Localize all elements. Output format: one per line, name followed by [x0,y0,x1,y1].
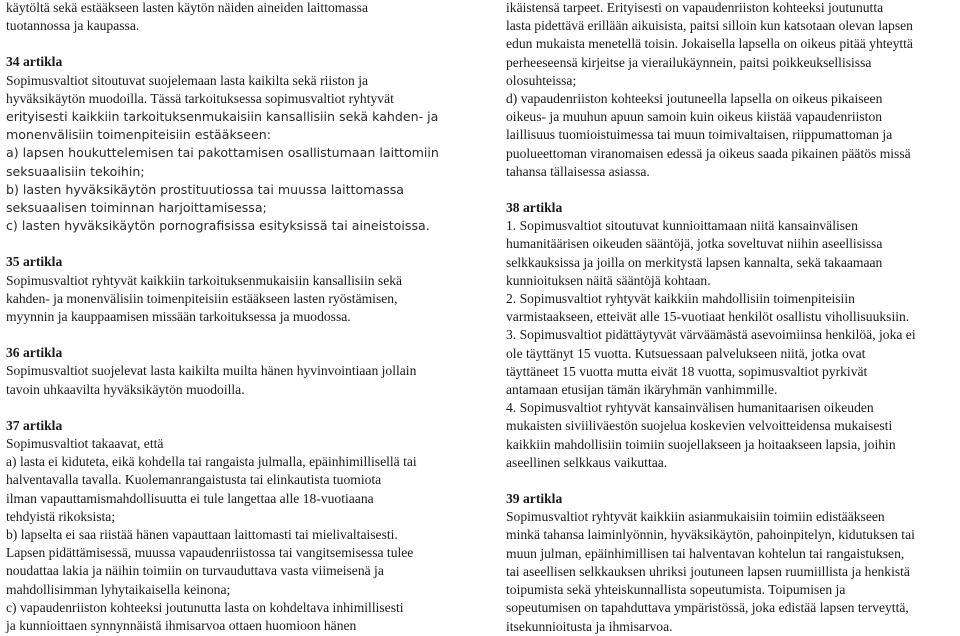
text-line: muun julman, epäinhimillisen tai halventavan kohtelun tai rangaistuksen, [506,545,905,561]
text-line: Sopimusvaltiot ryhtyvät kaikkiin tarkoituksenmukaisiin kansallisiin sekä [6,272,403,288]
text-line: Sopimusvaltiot takaavat, että [6,436,164,452]
text-line: tuotannossa ja kaupassa. [6,18,140,34]
article-34 [6,53,456,235]
text-line: humanitäärisen oikeuden sääntöjä, jotka soveltuvat niihin aseellisissa [506,236,883,252]
text-line: 3. Sopimusvaltiot pidättäytyvät värväämästä asevoimiinsa henkilöä, joka ei [506,327,916,343]
text-line: varmistaakseen, etteivät alle 15-vuotiaat henkilöt osallistu vihollisuuksiin. [506,309,910,325]
article-35 [6,253,456,326]
text-line: aseellinen selkkaus vaikuttaa. [506,454,668,470]
text-line: ilman vapauttamismahdollisuutta ei tule langettaa alle 18-vuotiaana [6,490,374,506]
text-line: seksuaalisen toiminnan harjoittamisessa; [6,200,267,216]
text-line: edun mukaista menetellä toisin. Jokaisella lapsella on oikeus pitää yhteyttä [506,36,913,52]
text-line: laillisuus tuomioistuimessa tai muun toimivaltaisen, riippumattoman ja [506,127,893,143]
text-line: noudattaa lakia ja näihin toimiin on turvauduttava vasta viimeisenä ja [6,563,384,579]
article-37 [6,417,456,635]
text-line: käytöltä sekä estääkseen lasten käytön näiden aineiden laittomassa [6,0,368,15]
text-line: b) lasten hyväksikäytön prostituutiossa tai muussa laittomassa [6,181,405,197]
text-line: Sopimusvaltiot sitoutuvat suojelemaan lasta kaikilta sekä riiston ja [6,72,369,88]
text-line: c) vapaudenriiston kohteeksi joutunutta lasta on kohdeltava inhimillisesti [6,599,404,615]
text-line: seksuaalisiin tekoihin; [6,163,145,179]
text-line: sopeutumisen on tapahduttava ympäristössä, joka edistää lapsen terveyttä, [506,600,909,616]
text-line: 4. Sopimusvaltiot ryhtyvät kansainvälisen humanitaarisen oikeuden [506,400,874,416]
text-line: Sopimusvaltiot suojelevat lasta kaikilta muilta hänen hyvinvointiaan jollain [6,363,417,379]
left-column [6,0,456,635]
text-line: kahden- ja monenvälisiin toimenpiteisiin estääkseen lasten ryöstämisen, [6,290,398,306]
text-line: kaikkiin mahdollisiin toimiin suojellakseen ja hoitaakseen lapsia, joihin [506,436,896,452]
text-line: a) lapsen houkuttelemisen tai pakottamisen osallistumaan laittomiin [6,145,439,161]
article-36 [6,344,456,399]
article-38 [506,199,958,472]
article-39-title: 39 artikla [506,491,563,507]
text-line: 1. Sopimusvaltiot sitoutuvat kunnioittamaan niitä kansainvälisen [506,218,858,234]
text-line: lasta pidettävä erillään aikuisista, paitsi silloin kun katsotaan olevan lapsen [506,18,913,34]
text-line: mukaisten siviiliväestön suojelua koskevien velvoitteidensa mukaisesti [506,418,893,434]
text-line: monenvälisiin toimenpiteisiin estääkseen: [6,127,272,143]
text-line: myynnin ja kauppaamisen missään tarkoituksessa ja muodossa. [6,309,351,325]
text-line: toipumista sekä yhteiskunnallista sopeutumista. Toipumisen ja [506,582,846,598]
text-line: a) lasta ei kiduteta, eikä kohdella tai rangaista julmalla, epäinhimillisellä tai [6,454,417,470]
text-line: selkkauksissa ja joilla on merkitystä lapsen kannalta, sekä takaamaan [506,254,883,270]
article-36-title: 36 artikla [6,345,63,361]
text-line: Lapsen pidättämisessä, muussa vapaudenriistossa tai vangitsemisessa tulee [6,545,414,561]
text-line: Sopimusvaltiot ryhtyvät kaikkiin asianmukaisiin toimiin edistääkseen [506,509,885,525]
text-line: puolueettoman viranomaisen edessä ja oikeus saada pikainen päätös missä [506,145,911,161]
text-line: tavoin uhkaavilta hyväksikäytön muodoilla. [6,381,245,397]
intro-paragraph [6,0,456,35]
text-line: tahansa tällaisessa asiassa. [506,163,650,179]
article-37-title: 37 artikla [6,417,63,433]
text-line: hyväksikäytön muodoilla. Tässä tarkoituksessa sopimusvaltiot ryhtyvät [6,90,394,106]
text-line: d) vapaudenriiston kohteeksi joutuneella lapsella on oikeus pikaiseen [506,91,883,107]
right-column [506,0,958,636]
text-line: mahdollisimman lyhytaikaisella keinona; [6,581,231,597]
text-line: ikäistensä tarpeet. Erityisesti on vapaudenriiston kohteeksi joutunutta [506,0,884,15]
article-39 [506,490,958,636]
text-line: antamaan etusijan tämän ikäryhmän vanhimmille. [506,382,778,398]
text-line: minkä tahansa laiminlyönnin, hyväksikäytön, pahoinpitelyn, kidutuksen tai [506,527,915,543]
article-35-title: 35 artikla [6,254,63,270]
text-line: ja kunnioittaen synnynnäistä ihmisarvoa ottaen huomioon hänen [6,618,357,634]
article-37-continued [506,0,958,181]
text-line: ole täyttänyt 15 vuotta. Kutsuessaan palvelukseen niitä, jotka ovat [506,345,866,361]
text-line: itsekunnioitusta ja ihmisarvoa. [506,618,673,634]
text-line: c) lasten hyväksikäytön pornografisissa esityksissä tai aineistoissa. [6,218,430,234]
text-line: oikeus- ja muuhun apuun samoin kuin oikeus kiistää vapaudenriiston [506,109,883,125]
text-line: 2. Sopimusvaltiot ryhtyvät kaikkiin mahdollisiin toimenpiteisiin [506,291,855,307]
text-line: täyttäneet 15 vuotta mutta eivät 18 vuotta, sopimusvaltiot pyrkivät [506,363,868,379]
article-38-title: 38 artikla [506,200,563,216]
text-line: b) lapselta ei saa riistää hänen vapauttaan laittomasti tai mielivaltaisesti. [6,527,398,543]
text-line: halventavalla tavalla. Kuolemanrangaistusta tai elinkautista tuomiota [6,472,382,488]
text-line: tai aseellisen selkkauksen uhriksi joutuneen lapsen ruumiillista ja henkistä [506,563,910,579]
text-line: perheeseensä kirjeitse ja vierailukäynnein, paitsi poikkeuksellisissa [506,54,872,70]
text-line: olosuhteissa; [506,72,577,88]
text-line: kunnioituksen näitä sääntöjä kohtaan. [506,272,711,288]
article-34-title: 34 artikla [6,54,63,70]
text-line: tehdyistä rikoksista; [6,508,116,524]
text-line: erityisesti kaikkiin tarkoituksenmukaisiin kansallisiin sekä kahden- ja [6,109,439,125]
